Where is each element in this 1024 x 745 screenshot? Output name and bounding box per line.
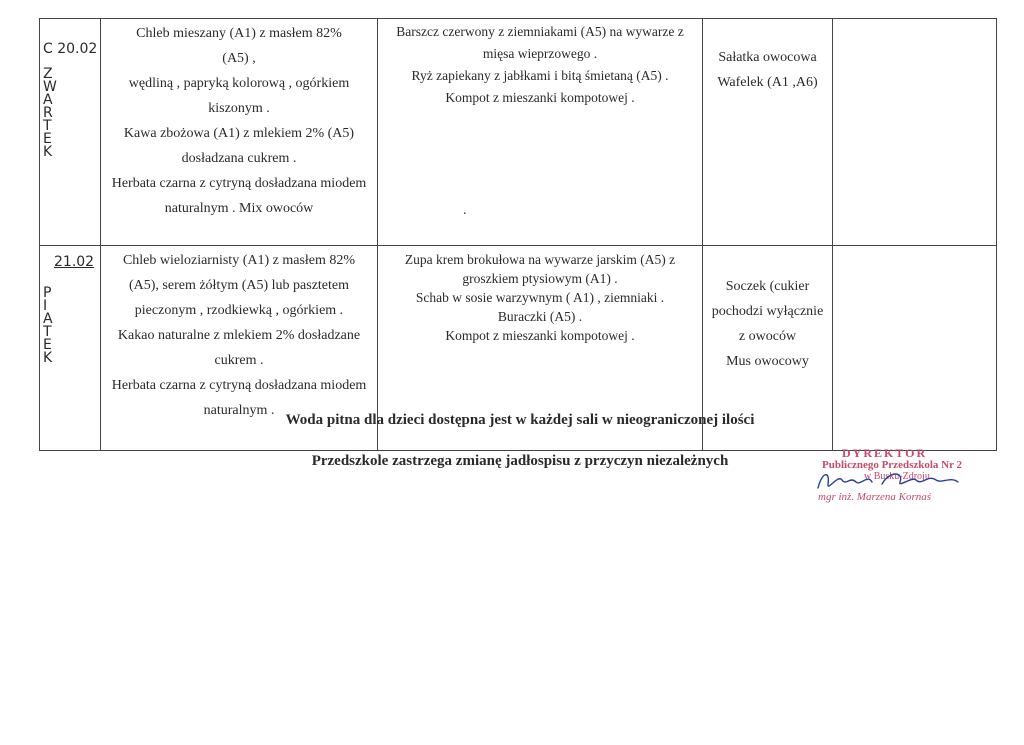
day-letters: Z W A R T E K (43, 66, 57, 160)
day-cell (40, 19, 101, 246)
menu-table (39, 18, 997, 451)
extra-cell (833, 19, 997, 246)
snack-cell: Sałatka owocowa Wafelek (A1 ,A6) (703, 19, 833, 246)
stamp-line: w Busku-Zdroju (864, 471, 930, 482)
breakfast-cell: Chleb wieloziarnisty (A1) z masłem 82% (A5), serem żółtym (A5) lub pasztetem pieczonym , rzodkiewką , ogórkiem . Kakao naturalne z mlekiem 2% dosładzane cukrem . Herbata czarna z cytryną dosładzana miodem naturalnym . (101, 246, 378, 451)
day-date: 21.02 (54, 254, 95, 270)
table-row (40, 19, 997, 246)
stamp-title: DYREKTOR (842, 446, 928, 460)
snack-cell: Soczek (cukier pochodzi wyłącznie z owoców Mus owocowy (703, 246, 833, 451)
stamp-line: mgr inż. Marzena Kornaś (818, 491, 932, 503)
lunch-cell: Barszcz czerwony z ziemniakami (A5) na wywarze z mięsa wieprzowego . Ryż zapiekany z jabłkami i bitą śmietaną (A5) . Kompot z mieszanki kompotowej . (378, 19, 703, 246)
breakfast-cell: Chleb mieszany (A1) z masłem 82% (A5) , wędliną , papryką kolorową , ogórkiem kiszonym . Kawa zbożowa (A1) z mlekiem 2% (A5) dosładzana cukrem . Herbata czarna z cytryną dosładzana miodem naturalnym . Mix owoców (101, 19, 378, 246)
disclaimer-note: Przedszkole zastrzega zmianę jadłospisu z przyczyn niezależnych (311, 453, 729, 469)
day-letters: P I A T E K (43, 285, 53, 366)
day-date: C 20.02 (43, 41, 98, 57)
water-note: Woda pitna dla dzieci dostępna jest w każdej sali w nieograniczonej ilości (285, 412, 755, 428)
stray-mark: . (463, 203, 467, 218)
lunch-cell: Zupa krem brokułowa na wywarze jarskim (A5) z groszkiem ptysiowym (A1) . Schab w sosie warzywnym ( A1) , ziemniaki . Buraczki (A5) . Kompot z mieszanki kompotowej . (378, 246, 703, 451)
director-stamp (812, 446, 972, 506)
stamp-line: Publicznego Przedszkola Nr 2 (822, 459, 963, 471)
